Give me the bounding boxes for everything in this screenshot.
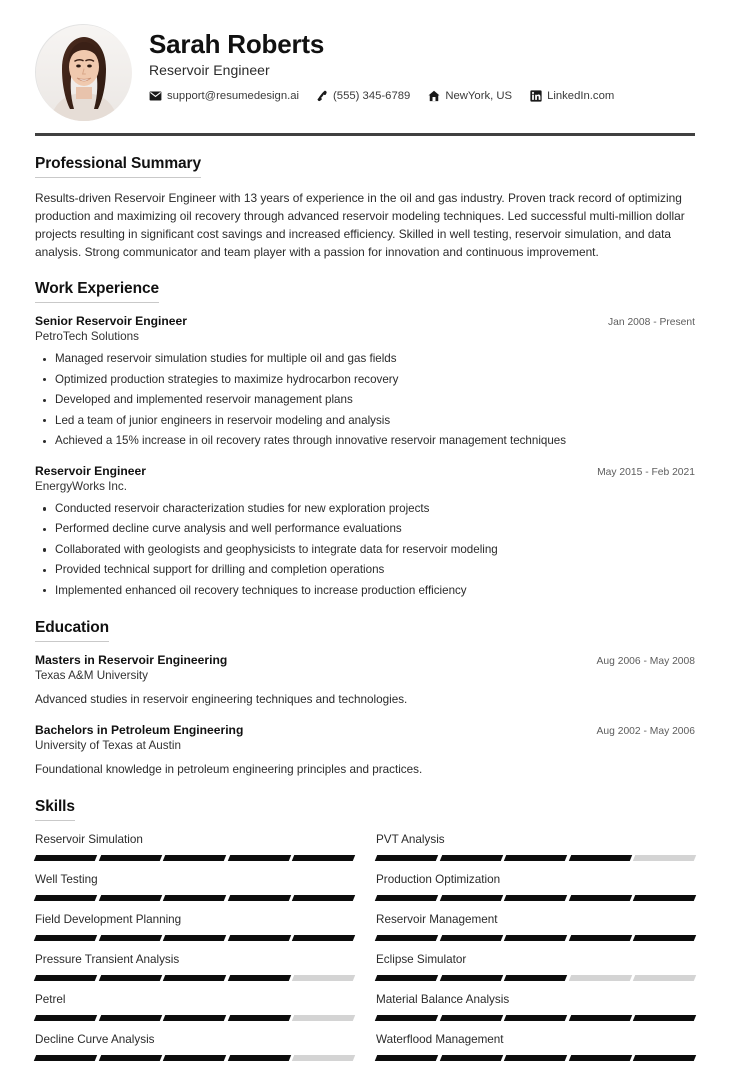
skill-level-segment (292, 975, 355, 981)
section-heading-education: Education (35, 619, 109, 642)
skill-level-segment (439, 855, 502, 861)
skills-grid (35, 830, 695, 1070)
skill-name: Waterflood Management (376, 1032, 504, 1046)
skill-name: Petrel (35, 992, 66, 1006)
experience-organization: EnergyWorks Inc. (35, 479, 128, 493)
skill-name: PVT Analysis (376, 832, 445, 846)
skill-item (35, 870, 354, 910)
skill-name: Production Optimization (376, 872, 501, 886)
skill-level-segment (163, 1055, 226, 1061)
skill-item (35, 990, 354, 1030)
education-date: Aug 2002 - May 2006 (596, 725, 695, 737)
resume-header (35, 24, 695, 128)
section-heading-skills: Skills (35, 798, 75, 821)
skill-level-segment (228, 935, 291, 941)
section-work-experience (35, 280, 695, 599)
skill-level-segment (98, 975, 161, 981)
skill-level-segment (504, 975, 567, 981)
list-item: Implemented enhanced oil recovery techniques to increase production efficiency (55, 583, 695, 600)
skill-level-segment (569, 895, 632, 901)
skill-level-segment (375, 1055, 438, 1061)
education-description: Advanced studies in reservoir engineering techniques and technologies. (35, 692, 408, 706)
education-organization: Texas A&M University (35, 668, 149, 682)
skill-level-segment (569, 975, 632, 981)
skill-level-segment (163, 895, 226, 901)
list-item: Provided technical support for drilling and completion operations (55, 562, 695, 579)
skill-level-segment (439, 935, 502, 941)
skill-level-bar (35, 935, 354, 941)
skill-item (376, 950, 695, 990)
skill-level-segment (633, 1015, 696, 1021)
skill-level-segment (34, 895, 97, 901)
experience-title: Senior Reservoir Engineer (35, 314, 187, 329)
contact-location-label: NewYork, US (445, 90, 513, 103)
list-item: Optimized production strategies to maximize hydrocarbon recovery (55, 372, 695, 389)
experience-entry (35, 464, 695, 600)
education-entry (35, 723, 695, 779)
contact-email[interactable] (149, 90, 299, 102)
skill-level-segment (228, 895, 291, 901)
experience-bullets (35, 351, 695, 450)
skill-level-segment (633, 855, 696, 861)
experience-organization: PetroTech Solutions (35, 330, 139, 344)
skill-name: Decline Curve Analysis (35, 1032, 155, 1046)
skill-level-segment (375, 855, 438, 861)
skill-name: Well Testing (35, 872, 98, 886)
skill-level-bar (376, 1055, 695, 1061)
skill-level-segment (228, 1015, 291, 1021)
section-heading-experience: Work Experience (35, 280, 159, 303)
skill-level-segment (292, 855, 355, 861)
skill-level-segment (375, 935, 438, 941)
skill-level-segment (98, 855, 161, 861)
list-item: Performed decline curve analysis and well performance evaluations (55, 521, 695, 538)
skill-item (35, 910, 354, 950)
header-text (149, 24, 695, 102)
list-item: Collaborated with geologists and geophysicists to integrate data for reservoir modeling (55, 542, 695, 559)
skill-level-segment (163, 855, 226, 861)
skill-name: Eclipse Simulator (376, 952, 467, 966)
contact-linkedin[interactable] (530, 90, 614, 102)
skill-level-segment (98, 1015, 161, 1021)
skill-item (376, 990, 695, 1030)
education-title: Bachelors in Petroleum Engineering (35, 722, 244, 737)
skill-level-segment (34, 935, 97, 941)
summary-text: Results-driven Reservoir Engineer with 13 years of experience in the oil and gas industry. Proven track record of optimizing production and maximizing oil recovery through advanced reservoir modeling techniques. Led successful multi-million dollar projects resulting in significant cost savings and increased efficiency. Skilled in well testing, reservoir simulation, and data analysis. Strong communicator and team player with a passion for innovation and continuous improvement. (35, 191, 685, 260)
skill-level-bar (376, 1015, 695, 1021)
skill-level-segment (228, 975, 291, 981)
home-icon (428, 90, 440, 102)
skill-level-segment (504, 1055, 567, 1061)
skill-level-bar (376, 895, 695, 901)
avatar (35, 24, 131, 120)
list-item: Managed reservoir simulation studies for multiple oil and gas fields (55, 351, 695, 368)
skill-level-segment (504, 895, 567, 901)
education-description: Foundational knowledge in petroleum engineering principles and practices. (35, 762, 423, 776)
skill-level-segment (292, 1055, 355, 1061)
skill-item (35, 1030, 354, 1070)
skill-name: Material Balance Analysis (376, 992, 510, 1006)
experience-date: Jan 2008 - Present (607, 317, 695, 329)
contact-phone[interactable] (317, 90, 410, 102)
skill-level-segment (98, 935, 161, 941)
section-professional-summary (35, 155, 695, 261)
skill-level-segment (292, 895, 355, 901)
skill-level-segment (34, 855, 97, 861)
section-skills (35, 798, 695, 1070)
skill-level-segment (163, 975, 226, 981)
skill-level-bar (35, 895, 354, 901)
skill-level-segment (228, 1055, 291, 1061)
skill-level-segment (163, 1015, 226, 1021)
skill-level-bar (376, 855, 695, 861)
skill-name: Pressure Transient Analysis (35, 952, 180, 966)
skill-level-segment (439, 1055, 502, 1061)
skill-level-bar (35, 1015, 354, 1021)
skill-level-bar (376, 975, 695, 981)
experience-title: Reservoir Engineer (35, 463, 146, 478)
skill-level-segment (439, 975, 502, 981)
contact-location[interactable] (428, 90, 512, 102)
skill-level-bar (35, 975, 354, 981)
contact-phone-label: (555) 345-6789 (333, 90, 411, 103)
skill-item (35, 950, 354, 990)
envelope-icon (149, 91, 162, 101)
experience-date: May 2015 - Feb 2021 (597, 466, 695, 478)
skill-level-segment (375, 1015, 438, 1021)
job-title: Reservoir Engineer (149, 62, 270, 79)
contact-row (149, 90, 695, 102)
skill-item (35, 830, 354, 870)
skill-level-segment (633, 975, 696, 981)
skill-level-segment (504, 935, 567, 941)
skill-name: Reservoir Simulation (35, 832, 143, 846)
skill-level-segment (34, 975, 97, 981)
skill-level-bar (35, 1055, 354, 1061)
contact-email-label: support@resumedesign.ai (167, 90, 300, 103)
skill-level-segment (569, 1015, 632, 1021)
skill-level-segment (504, 855, 567, 861)
linkedin-icon (530, 90, 542, 102)
skill-level-segment (439, 1015, 502, 1021)
skill-level-segment (375, 975, 438, 981)
skill-level-bar (35, 855, 354, 861)
experience-entry (35, 314, 695, 450)
skill-level-segment (98, 1055, 161, 1061)
skill-level-segment (292, 935, 355, 941)
section-heading-summary: Professional Summary (35, 155, 201, 178)
list-item: Achieved a 15% increase in oil recovery rates through innovative reservoir management techniques (55, 433, 695, 450)
skill-level-segment (34, 1015, 97, 1021)
skill-item (376, 830, 695, 870)
skill-level-segment (228, 855, 291, 861)
skill-level-segment (633, 895, 696, 901)
skill-level-bar (376, 935, 695, 941)
contact-linkedin-label: LinkedIn.com (547, 90, 615, 103)
list-item: Conducted reservoir characterization studies for new exploration projects (55, 501, 695, 518)
list-item: Developed and implemented reservoir management plans (55, 392, 695, 409)
skill-level-segment (569, 1055, 632, 1061)
education-organization: University of Texas at Austin (35, 738, 181, 752)
education-title: Masters in Reservoir Engineering (35, 652, 228, 667)
skill-level-segment (98, 895, 161, 901)
header-divider (35, 133, 695, 136)
skill-level-segment (633, 935, 696, 941)
skill-level-segment (34, 1055, 97, 1061)
experience-bullets (35, 501, 695, 600)
phone-icon (317, 90, 328, 102)
skill-level-segment (569, 935, 632, 941)
skill-level-segment (163, 935, 226, 941)
skill-name: Field Development Planning (35, 912, 182, 926)
skill-item (376, 910, 695, 950)
skill-item (376, 870, 695, 910)
skill-level-segment (504, 1015, 567, 1021)
skill-item (376, 1030, 695, 1070)
skill-level-segment (375, 895, 438, 901)
skill-level-segment (439, 895, 502, 901)
list-item: Led a team of junior engineers in reservoir modeling and analysis (55, 413, 695, 430)
education-date: Aug 2006 - May 2008 (596, 655, 695, 667)
skill-level-segment (569, 855, 632, 861)
skill-name: Reservoir Management (376, 912, 498, 926)
section-education (35, 619, 695, 779)
education-entry (35, 653, 695, 709)
page-title: Sarah Roberts (149, 29, 325, 59)
skill-level-segment (292, 1015, 355, 1021)
skill-level-segment (633, 1055, 696, 1061)
avatar-photo (36, 25, 130, 119)
